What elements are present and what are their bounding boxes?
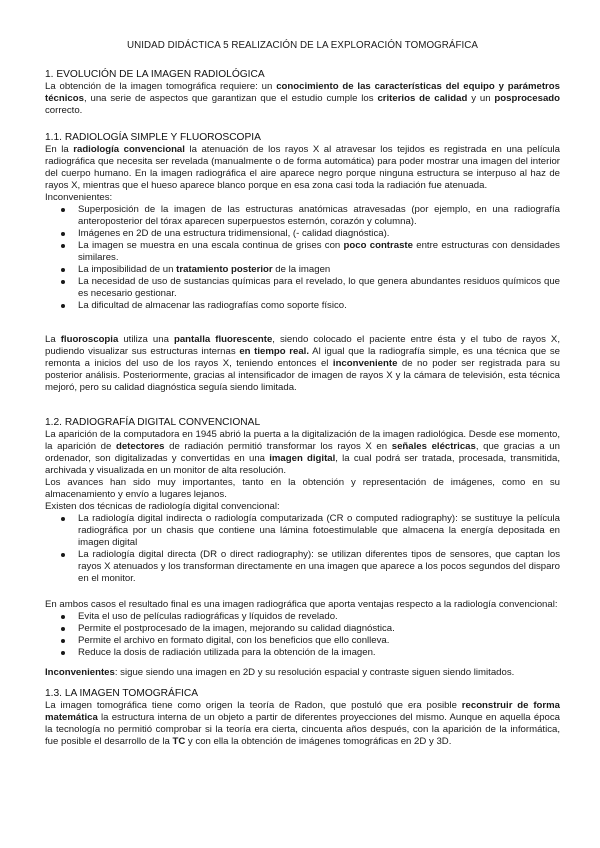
list-item: La radiología digital directa (DR o direct radiography): se utilizan diferentes tipos de sensores, que captan los rayos X atenuados y los transforman directamente en una imagen que aparece a los pocos segundos del disparo en el monitor. xyxy=(78,549,560,584)
list-item: La necesidad de uso de sustancias químicas para el revelado, lo que genera abundantes residuos químicos que es necesario gestionar. xyxy=(78,276,560,299)
list-item: Superposición de la imagen de las estructuras anatómicas atravesadas (por ejemplo, en una radiografía anteroposterior del tórax aparecen superpuestos esternón, corazón y columna). xyxy=(78,204,560,227)
list-item: Imágenes en 2D de una estructura tridimensional, (- calidad diagnóstica). xyxy=(78,228,560,240)
list-item: Evita el uso de películas radiográficas y líquidos de revelado. xyxy=(78,611,560,623)
tecnicas-list xyxy=(45,513,560,585)
ventajas-list xyxy=(45,611,560,659)
list-item: La dificultad de almacenar las radiografías como soporte físico. xyxy=(78,300,560,312)
document-title: UNIDAD DIDÁCTICA 5 REALIZACIÓN DE LA EXPLORACIÓN TOMOGRÁFICA xyxy=(126,40,479,51)
section-1-2-heading: 1.2. RADIOGRAFÍA DIGITAL CONVENCIONAL xyxy=(45,417,261,428)
list-item: La imposibilidad de un tratamiento posterior de la imagen xyxy=(78,264,560,276)
avances-paragraph: Los avances han sido muy importantes, tanto en la obtención y representación de imágenes, como en su almacenamiento y envío a lugares lejanos. xyxy=(45,477,560,500)
list-item: Reduce la dosis de radiación utilizada para la obtención de la imagen. xyxy=(78,647,560,659)
inconvenientes-label: Inconvenientes: xyxy=(45,192,113,203)
section-1-heading: 1. EVOLUCIÓN DE LA IMAGEN RADIOLÓGICA xyxy=(45,69,265,80)
list-item: Permite el postprocesado de la imagen, mejorando su calidad diagnóstica. xyxy=(78,623,560,635)
document-page xyxy=(45,40,560,748)
section-1-paragraph: La obtención de la imagen tomográfica requiere: un conocimiento de las características del equipo y parámetros técnicos, una serie de aspectos que garantizan que el estudio cumple los criterios de calidad y un posprocesado correcto. xyxy=(45,81,560,116)
list-item: Permite el archivo en formato digital, con los beneficios que ello conlleva. xyxy=(78,635,560,647)
digital-intro-paragraph: La aparición de la computadora en 1945 abrió la puerta a la digitalización de la imagen radiológica. Desde ese momento, la aparición de detectores de radiación permitió transformar los rayos X en señales eléctricas, que gracias a un ordenador, son digitalizadas y convertidas en una imagen digital, la cual podrá ser tratada, procesada, transmitida, archivada y visualizada en un monitor de alta resolución. xyxy=(45,429,560,476)
list-item: La imagen se muestra en una escala continua de grises con poco contraste entre estructuras con densidades similares. xyxy=(78,240,560,263)
inconvenientes-digital: Inconvenientes: sigue siendo una imagen en 2D y su resolución espacial y contraste siguen siendo limitados. xyxy=(45,667,515,678)
ventajas-intro: En ambos casos el resultado final es una imagen radiográfica que aporta ventajas respecto a la radiología convencional: xyxy=(45,599,558,610)
inconvenientes-list xyxy=(45,204,560,312)
tecnicas-intro: Existen dos técnicas de radiología digital convencional: xyxy=(45,501,280,512)
section-1-3-heading: 1.3. LA IMAGEN TOMOGRÁFICA xyxy=(45,688,199,699)
fluoroscopia-paragraph: La fluoroscopia utiliza una pantalla fluorescente, siendo colocado el paciente entre ésta y el tubo de rayos X, pudiendo visualizar sus estructuras internas en tiempo real. Al igual que la radiografía simple, es una técnica que se remonta a inicios del uso de los rayos X, teniendo entonces el inconveniente de no poder ser registrada para su posterior análisis. Posteriormente, gracias al intensificador de imagen de rayos X y la cámara de televisión, esta técnica mejoró, pero su calidad diagnóstica seguía siendo limitada. xyxy=(45,334,561,393)
section-1-1-heading: 1.1. RADIOLOGÍA SIMPLE Y FLUOROSCOPIA xyxy=(45,132,261,143)
list-item: La radiología digital indirecta o radiología computarizada (CR o computed radiography): se sustituye la película radiográfica por un chasis que contiene una lámina fotoestimulable que almacena la energía depositada en imagen digital xyxy=(78,513,560,548)
tomografica-paragraph: La imagen tomográfica tiene como origen la teoría de Radon, que postuló que era posible reconstruir de forma matemática la estructura interna de un objeto a partir de diferentes proyecciones del mismo. Aunque en aquella época la tecnología no permitió comprobar si la teoría era cierta, cincuenta años después, con la aparición de la informática, fue posible el desarrollo de la TC y con ella la obtención de imágenes tomográficas en 2D y 3D. xyxy=(45,700,560,747)
radiologia-convencional-paragraph: En la radiología convencional la atenuación de los rayos X al atravesar los tejidos es registrada en una película radiográfica que necesita ser revelada (manualmente o de forma automática) para poder mostrar una imagen del interior del cuerpo humano. En la imagen radiográfica el aire aparece negro porque ninguna estructura se interpuso al haz de rayos X, mientras que el hueso aparece blanco porque en esa zona casi toda la radiación fue atenuada. xyxy=(45,144,560,191)
